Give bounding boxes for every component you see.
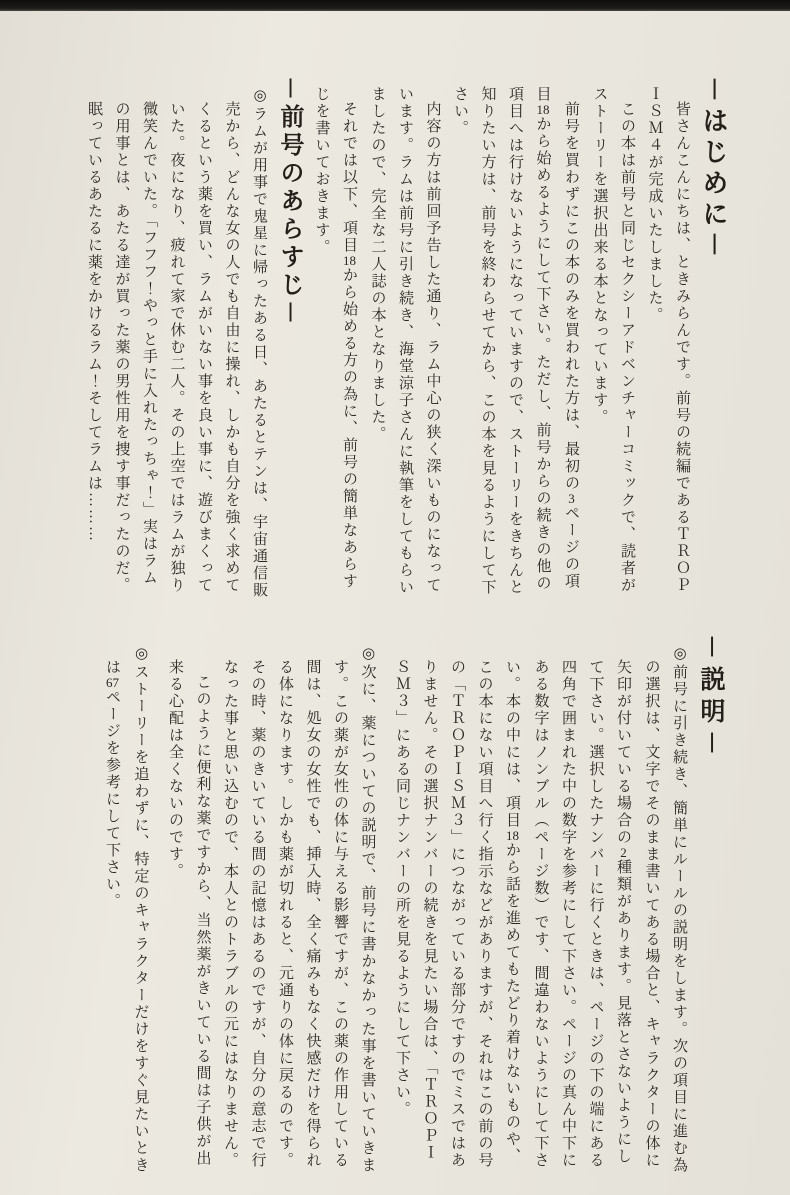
scan-edge-bar: [0, 0, 790, 11]
section-setsumei: [98, 634, 729, 1176]
paragraph-greeting: 皆さんこんにちは、ときみらんです。前号の続編であるＴＲＯＰＩＳＭ４が完成いたしました。: [646, 86, 690, 594]
paragraph-synopsis-intro: それでは以下、項目18から始める方の為に、前号の簡単なあらすじを書いておきます。: [313, 86, 357, 590]
paragraph-drug-explanation: ◎次に、薬についての説明で、前号に書かなかった事を書いていきます。この薬が女性の体に与える影響ですが、この薬の作用している間は、処女の女性でも、挿入時、全く痛みもなく快感だけを得られる体になります。しかも薬が切れると、元通りの体に戻るのです。その時、薬のきいている間の記憶はあるのですが、自分の意志で行なった事と思い込むので、本人とのトラブルの元にはなりません。: [222, 644, 376, 1174]
paragraph-book-concept: この本は前号と同じセクシーアドベンチャーコミックで、読者がストーリーを選択出来る本となっています。: [591, 86, 635, 594]
section-title-hajimeni: －はじめに－: [699, 76, 728, 263]
section-title-setsumei: －説明－: [697, 634, 724, 763]
paragraph-page67-tip: ◎ストーリーを追わずに、特定のキャラクターだけをすぐ見たいときは67ページを参考にして下さい。: [104, 644, 149, 1174]
paragraph-rules: ◎前号に引き続き、簡単にルールの説明をします。次の項目に進む為の選択は、文字でそのまま書いてある場合と、キャラクターの体に矢印が付いている場合の2種類があります。見落とさないようにして下さい。選択したナンバーに行くときは、ページの下の端にある四角で囲まれた中の数字を参考にして下さい。ページの真ん中下にある数字はノンブル（ページ数）です、間違わないようにして下さい。本の中には、項目18から話を進めてもたどり着けないものや、この本にない項目へ行く指示などがありますが、それはこの前の号の「ＴＲＯＰＩＳＭ３」につながっている部分ですのでミスではありません。その選択ナンバーの続きを見たい場合は、「ＴＲＯＰＩＳＭ３」にある同じナンバーの所を見るようにして下さい。: [394, 644, 687, 1174]
paragraph-contents: 内容の方は前回予告した通り、ラム中心の狭く深いものになっています。ラムは前号に引き続き、海堂涼子さんに執筆をしてもらいましたので、完全な二人誌の本となりました。: [369, 86, 441, 596]
section-hajimeni-and-arasuji: [80, 76, 733, 600]
paragraph-previous-story: ◎ラムが用事で鬼星に帰ったある日、あたるとテンは、宇宙通信販売から、どんな女の人でも自由に操れ、しかも自分を強く求めてくるという薬を買い、ラムがいない事を良い事に、遊びまくっていた。夜になり、疲れて家で休む二人。その上空ではラムが独り微笑んでいた。「フフフ！やっと手に入れたっちゃ！」実はラムの用事とは、あたる達が買った薬の男性用を捜す事だったのだ。眠っているあたるに薬をかけるラム！そしてラムは………: [86, 86, 267, 599]
paragraph-drug-note: このように便利な薬ですから、当然薬がきいている間は子供が出来る心配は全くないのです。: [167, 659, 211, 1167]
paragraph-start-item18: 前号を買わずにこの本のみを買われた方は、最初の3ページの項目18から始めるようにして下さい。ただし、前号からの続きの他の項目へは行けないようになっていますので、ストーリーをきちんと知りたい方は、前号を終わらせてから、この本を見るようにして下さい。: [452, 86, 579, 596]
section-title-arasuji: －前号のあらすじ－: [276, 76, 302, 328]
